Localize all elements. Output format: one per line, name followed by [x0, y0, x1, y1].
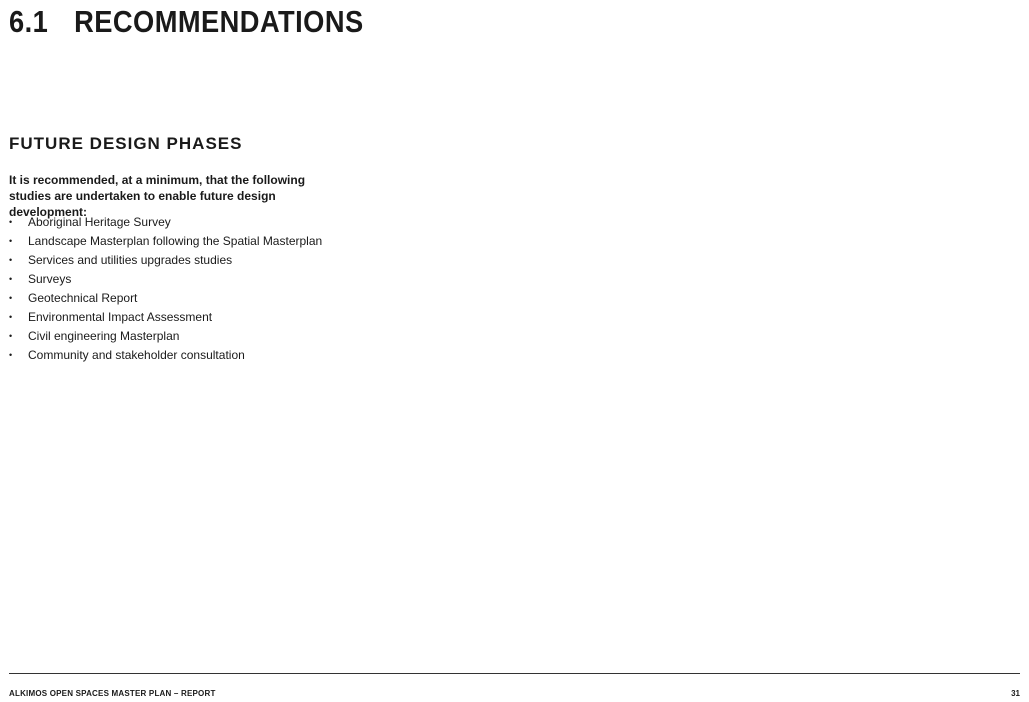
page-number: 31 — [1011, 689, 1020, 698]
list-item-text: Civil engineering Masterplan — [28, 329, 180, 343]
list-item-text: Geotechnical Report — [28, 291, 138, 305]
bullet-icon: • — [9, 217, 13, 227]
section-title: RECOMMENDATIONS — [74, 4, 364, 39]
list-item — [9, 327, 322, 346]
bullet-icon: • — [9, 293, 13, 303]
list-item — [9, 251, 322, 270]
bullet-icon: • — [9, 236, 13, 246]
bullet-icon: • — [9, 331, 13, 341]
list-item — [9, 289, 322, 308]
list-item-text: Aboriginal Heritage Survey — [28, 215, 171, 229]
intro-paragraph: It is recommended, at a minimum, that the following studies are undertaken to enable future design development: — [9, 173, 306, 219]
footer-document-title: ALKIMOS OPEN SPACES MASTER PLAN – REPORT — [9, 689, 216, 698]
page-title — [9, 2, 364, 42]
section-number: 6.1 — [9, 4, 49, 39]
subheading: FUTURE DESIGN PHASES — [9, 134, 243, 153]
bullet-icon: • — [9, 350, 13, 360]
bullet-icon: • — [9, 274, 13, 284]
list-item — [9, 232, 322, 251]
list-item-text: Community and stakeholder consultation — [28, 348, 245, 362]
list-item — [9, 270, 322, 289]
footer-divider — [9, 673, 1020, 674]
list-item-text: Environmental Impact Assessment — [28, 310, 213, 324]
list-item — [9, 346, 322, 365]
list-item-text: Surveys — [28, 272, 72, 286]
studies-list — [9, 213, 322, 365]
list-item — [9, 308, 322, 327]
bullet-icon: • — [9, 312, 13, 322]
bullet-icon: • — [9, 255, 13, 265]
list-item-text: Landscape Masterplan following the Spatial Masterplan — [28, 234, 323, 248]
list-item-text: Services and utilities upgrades studies — [28, 253, 233, 267]
list-item — [9, 213, 322, 232]
